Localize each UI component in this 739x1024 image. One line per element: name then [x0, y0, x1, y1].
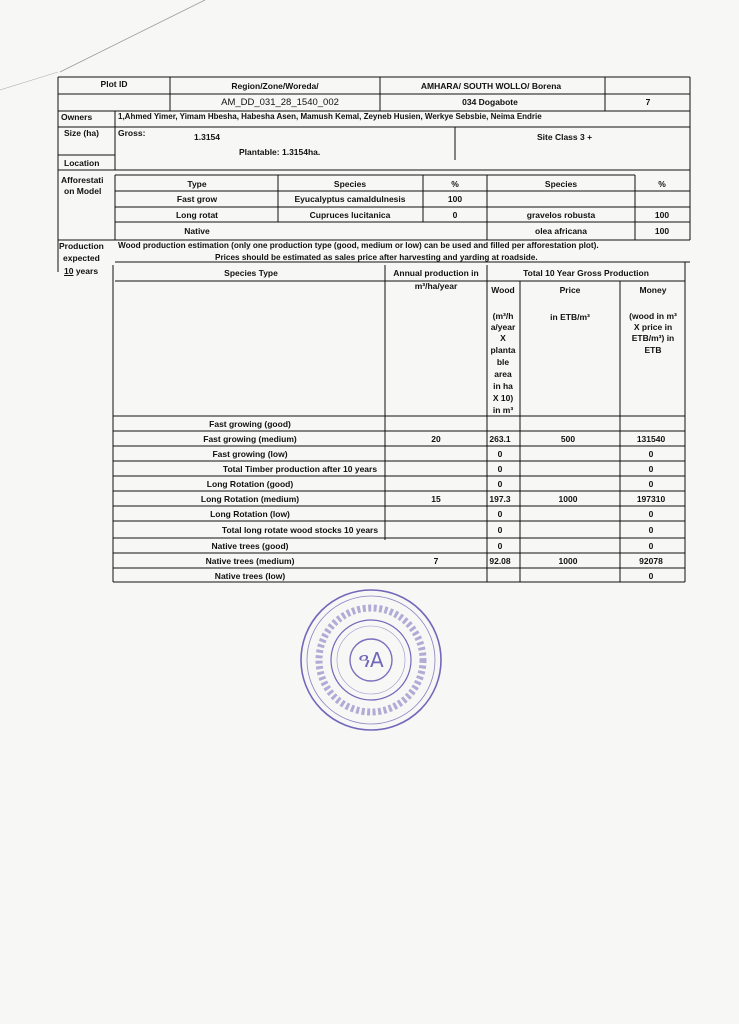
production-row-money: 0	[648, 509, 654, 519]
money-unit-line: ETB/m³) in	[631, 333, 675, 343]
production-row-label: Long Rotation (good)	[206, 479, 294, 489]
production-row-price: 1000	[558, 494, 578, 504]
gross-label: Gross:	[118, 128, 146, 138]
official-stamp	[296, 585, 446, 735]
afforestation-header-percent: %	[451, 179, 459, 189]
production-row-wood: 0	[497, 479, 503, 489]
production-row-wood: 0	[497, 509, 503, 519]
production-row-money: 0	[648, 464, 654, 474]
production-row-money: 0	[648, 571, 654, 581]
production-row-money: 0	[648, 479, 654, 489]
money-unit-line: X price in	[633, 322, 673, 332]
region-label: Region/Zone/Woreda/	[231, 81, 319, 91]
production-row-wood: 92.08	[489, 556, 511, 566]
production-row-label: Fast growing (medium)	[203, 434, 297, 444]
production-row-wood: 0	[497, 525, 503, 535]
production-row-annual: 7	[433, 556, 439, 566]
production-row-wood: 0	[497, 464, 503, 474]
production-row-money: 0	[648, 449, 654, 459]
production-row-label: Native trees (good)	[211, 541, 289, 551]
production-note-1: Wood production estimation (only one production type (good, medium or low) can be used and filled per afforestation plot).	[118, 241, 599, 250]
size-label: Size (ha)	[64, 128, 99, 138]
production-row-wood: 263.1	[489, 434, 511, 444]
production-years-number: 10	[64, 266, 74, 276]
location-label: Location	[64, 158, 100, 168]
afforestation-label-1: Afforestati	[61, 175, 104, 185]
production-row-price: 500	[560, 434, 576, 444]
production-row-price: 1000	[558, 556, 578, 566]
plot-id-value: AM_DD_031_28_1540_002	[221, 97, 339, 108]
wood-unit-line: area	[494, 369, 512, 379]
site-class: Site Class 3 +	[537, 132, 593, 142]
production-label-2: expected	[63, 253, 100, 263]
production-row-money: 0	[648, 525, 654, 535]
production-row-money: 197310	[636, 494, 666, 504]
production-row-label: Fast growing (low)	[212, 449, 288, 459]
production-row-label: Long Rotation (low)	[210, 509, 290, 519]
col-annual-line1: Annual production in	[393, 268, 479, 278]
production-row-money: 131540	[636, 434, 666, 444]
afforestation-header-species2: Species	[544, 179, 578, 189]
afforestation-row-type: Fast grow	[176, 194, 218, 204]
owners-label: Owners	[61, 112, 93, 122]
afforestation-header-type: Type	[187, 179, 207, 189]
wood-unit-line: in m³	[492, 405, 514, 415]
wood-unit-line: in ha	[493, 381, 513, 391]
production-row-label: Long Rotation (medium)	[200, 494, 300, 504]
afforestation-row-species2: olea africana	[535, 226, 587, 236]
plantable-area: Plantable: 1.3154ha.	[239, 147, 321, 157]
afforestation-row-species: Eyucalyptus camaldulnesis	[294, 194, 406, 204]
afforestation-row-type: Long rotat	[175, 210, 219, 220]
production-note-2: Prices should be estimated as sales price after harvesting and yarding at roadside.	[215, 253, 538, 262]
production-years-unit: years	[73, 266, 99, 276]
production-row-wood: 0	[497, 449, 503, 459]
col-price: Price	[559, 285, 581, 295]
owners-value: 1,Ahmed Yimer, Yimam Hbesha, Habesha Asen, Mamush Kemal, Zeyneb Husien, Werkye Sebsbie, Neima Endrie	[118, 112, 542, 121]
afforestation-label-2: on Model	[64, 186, 102, 196]
region-value: AMHARA/ SOUTH WOLLO/ Borena	[420, 81, 562, 91]
afforestation-header-species: Species	[333, 179, 367, 189]
kebele-value: 034 Dogabote	[462, 97, 518, 107]
production-row-wood: 0	[497, 541, 503, 551]
wood-unit-line: (m³/h	[492, 311, 514, 321]
production-row-annual: 20	[431, 434, 441, 444]
wood-unit-line: a/year	[490, 322, 516, 332]
production-label-1: Production	[59, 241, 104, 251]
production-row-label: Total long rotate wood stocks 10 years	[221, 525, 379, 535]
col-species-type: Species Type	[224, 268, 278, 278]
production-row-wood: 197.3	[489, 494, 511, 504]
production-row-annual: 15	[431, 494, 441, 504]
col-annual-line2: m³/ha/year	[414, 281, 458, 291]
production-row-label: Total Timber production after 10 years	[222, 464, 378, 474]
plot-number: 7	[645, 97, 651, 107]
production-row-label: Native trees (medium)	[205, 556, 295, 566]
production-label-3	[64, 266, 98, 276]
afforestation-row-species2: gravelos robusta	[526, 210, 596, 220]
production-row-label: Native trees (low)	[214, 571, 286, 581]
wood-unit-line: X 10)	[492, 393, 514, 403]
stamp-center-text: ዓA	[358, 648, 384, 672]
price-unit: in ETB/m³	[550, 312, 590, 322]
money-unit-line: ETB	[644, 345, 662, 355]
gross-value: 1.3154	[194, 132, 220, 142]
afforestation-row-percent: 100	[447, 194, 463, 204]
afforestation-row-type: Native	[184, 226, 210, 236]
wood-unit-line: X	[500, 333, 506, 343]
afforestation-row-percent2: 100	[654, 210, 670, 220]
production-row-money: 92078	[639, 556, 663, 566]
col-money: Money	[639, 285, 667, 295]
afforestation-header-percent2: %	[658, 179, 666, 189]
production-row-label: Fast growing (good)	[209, 419, 291, 429]
wood-unit-line: ble	[496, 357, 510, 367]
col-wood: Wood	[491, 285, 515, 295]
col-total-gross: Total 10 Year Gross Production	[523, 268, 649, 278]
afforestation-row-species: Cupruces lucitanica	[309, 210, 391, 220]
plot-id-label: Plot ID	[100, 79, 128, 89]
money-unit-line: (wood in m³	[629, 311, 677, 321]
afforestation-row-percent: 0	[452, 210, 458, 220]
afforestation-row-percent2: 100	[654, 226, 670, 236]
production-row-money: 0	[648, 541, 654, 551]
wood-unit-line: planta	[490, 345, 516, 355]
